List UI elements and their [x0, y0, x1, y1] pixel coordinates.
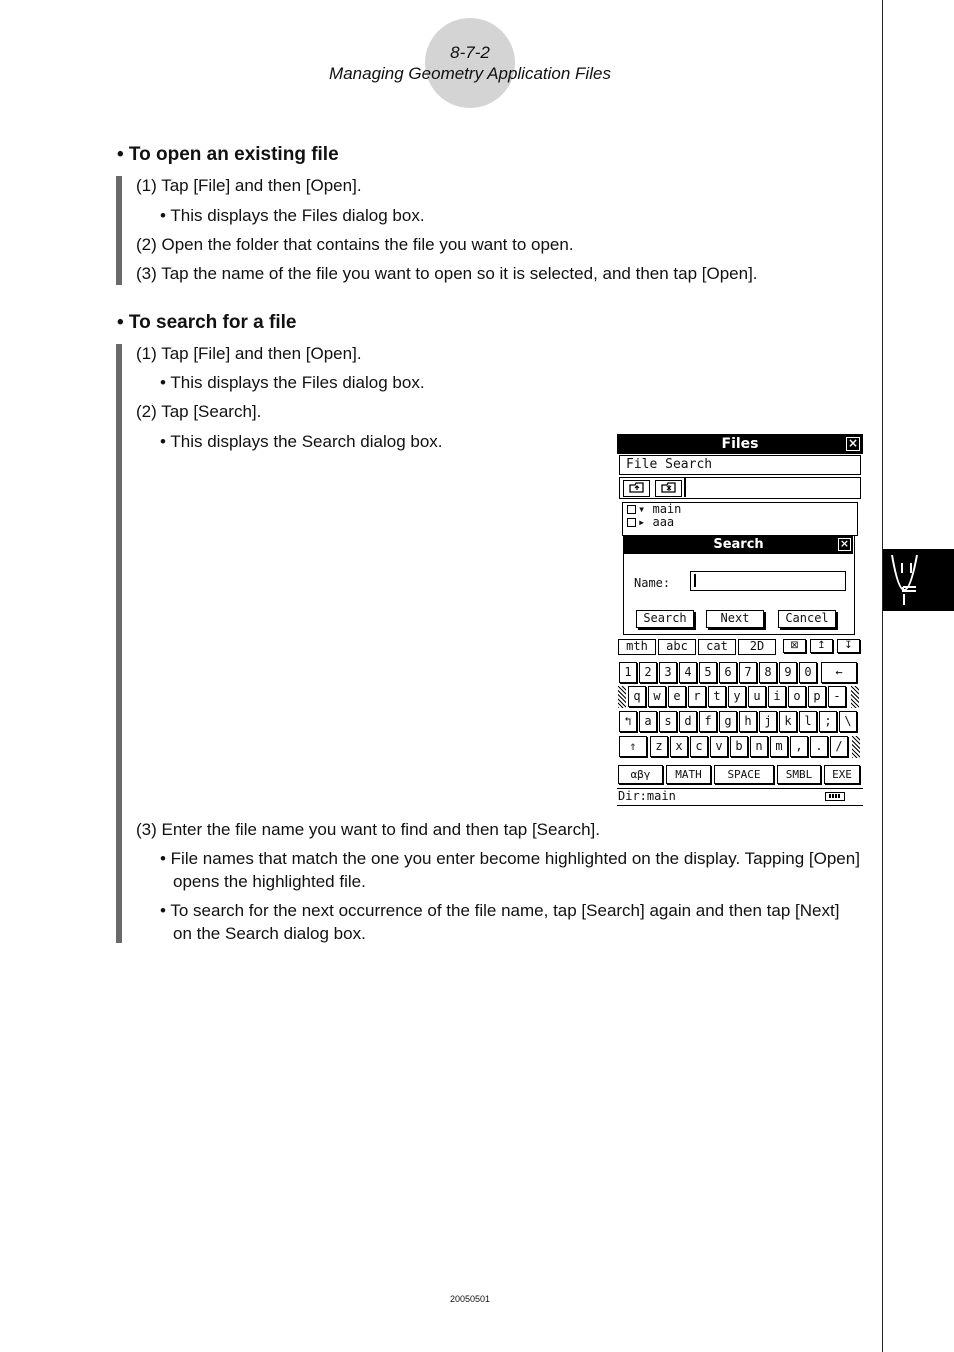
- key-period[interactable]: .: [810, 736, 828, 757]
- folder-list: [622, 502, 858, 536]
- files-title: Files: [721, 436, 759, 452]
- key-5[interactable]: 5: [699, 662, 717, 683]
- calculator-screen: [617, 434, 863, 806]
- key-d[interactable]: d: [679, 711, 697, 732]
- folder-up-icon[interactable]: [623, 480, 650, 497]
- key-slash[interactable]: /: [830, 736, 848, 757]
- keyboard-edge-hatch: [851, 686, 859, 708]
- next-button[interactable]: Next: [706, 610, 764, 628]
- checkbox[interactable]: [627, 505, 636, 514]
- key-o[interactable]: o: [788, 686, 806, 707]
- section-bar: [116, 176, 122, 285]
- key-p[interactable]: p: [808, 686, 826, 707]
- key-3[interactable]: 3: [659, 662, 677, 683]
- folder-arrow-icon: ▾: [638, 502, 646, 516]
- geometry-parabola-icon: [883, 549, 954, 611]
- shift-key-icon[interactable]: ⇑: [619, 736, 647, 757]
- key-7[interactable]: 7: [739, 662, 757, 683]
- backspace-key-icon[interactable]: ←: [821, 662, 857, 683]
- toolbar-divider: [684, 478, 686, 497]
- page-subtitle: Managing Geometry Application Files: [329, 64, 611, 83]
- search-close-icon[interactable]: ×: [839, 537, 850, 550]
- key-z[interactable]: z: [650, 736, 668, 757]
- symbol-key[interactable]: SMBL: [777, 765, 821, 784]
- keyboard-tab-cat[interactable]: cat: [698, 639, 736, 655]
- key-q[interactable]: q: [628, 686, 646, 707]
- key-r[interactable]: r: [688, 686, 706, 707]
- key-cursor-icon[interactable]: ↰: [619, 711, 637, 732]
- space-key[interactable]: SPACE: [714, 765, 774, 784]
- files-menu-bar[interactable]: File Search: [619, 455, 861, 475]
- key-t[interactable]: t: [708, 686, 726, 707]
- key-b[interactable]: b: [730, 736, 748, 757]
- key-minus[interactable]: -: [828, 686, 846, 707]
- key-s[interactable]: s: [659, 711, 677, 732]
- files-title-bar: [617, 434, 863, 454]
- key-u[interactable]: u: [748, 686, 766, 707]
- new-folder-icon[interactable]: [655, 480, 682, 497]
- current-directory: Dir:main: [618, 789, 676, 803]
- step-text: (1) Tap [File] and then [Open].: [136, 344, 362, 363]
- files-toolbar: [619, 477, 861, 499]
- keyboard-tab-2d[interactable]: 2D: [738, 639, 776, 655]
- alpha-key[interactable]: αβγ: [618, 765, 663, 784]
- key-comma[interactable]: ,: [790, 736, 808, 757]
- key-j[interactable]: j: [759, 711, 777, 732]
- math-key[interactable]: MATH: [666, 765, 711, 784]
- search-dialog: [623, 535, 855, 635]
- search-dialog-title-bar: [624, 536, 853, 554]
- keyboard-tab-mth[interactable]: mth: [618, 639, 656, 655]
- section-bar: [116, 344, 122, 943]
- name-input[interactable]: [690, 571, 846, 591]
- margin-rule: [882, 0, 883, 1352]
- folder-row-aaa[interactable]: [627, 516, 674, 529]
- footer-code: 20050501: [449, 1294, 491, 1304]
- name-label: Name:: [634, 576, 671, 590]
- header-circle-decoration: [425, 18, 515, 108]
- bullet-text: • This displays the Files dialog box.: [160, 206, 425, 225]
- key-v[interactable]: v: [710, 736, 728, 757]
- key-9[interactable]: 9: [779, 662, 797, 683]
- key-a[interactable]: a: [639, 711, 657, 732]
- keyboard-edge-hatch: [852, 736, 860, 758]
- key-e[interactable]: e: [668, 686, 686, 707]
- text-caret: [694, 574, 696, 587]
- bullet-text: • This displays the Files dialog box.: [160, 373, 425, 392]
- files-close-icon[interactable]: ×: [847, 436, 859, 450]
- keyboard-scroll-up-icon[interactable]: ↥: [810, 639, 833, 653]
- step-text: (2) Open the folder that contains the file you want to open.: [136, 235, 574, 254]
- key-f[interactable]: f: [699, 711, 717, 732]
- key-backslash[interactable]: \: [839, 711, 857, 732]
- key-6[interactable]: 6: [719, 662, 737, 683]
- keyboard-scroll-down-icon[interactable]: ↧: [837, 639, 860, 653]
- search-dialog-title: Search: [713, 537, 764, 552]
- keyboard-edge-hatch: [618, 686, 626, 708]
- key-1[interactable]: 1: [619, 662, 637, 683]
- key-g[interactable]: g: [719, 711, 737, 732]
- key-y[interactable]: y: [728, 686, 746, 707]
- step-text: (2) Tap [Search].: [136, 402, 262, 421]
- key-l[interactable]: l: [799, 711, 817, 732]
- keyboard-close-icon[interactable]: ⊠: [783, 639, 806, 653]
- exe-key[interactable]: EXE: [824, 765, 860, 784]
- key-2[interactable]: 2: [639, 662, 657, 683]
- bullet-text: • To search for the next occurrence of the file name, tap [Search] again and then tap [Next] on the Search dialog box.: [160, 901, 840, 943]
- key-k[interactable]: k: [779, 711, 797, 732]
- folder-arrow-icon: ▸: [638, 515, 646, 529]
- page-number: 8-7-2: [450, 43, 490, 62]
- key-x[interactable]: x: [670, 736, 688, 757]
- step-text: (1) Tap [File] and then [Open].: [136, 176, 362, 195]
- battery-icon: [825, 792, 845, 801]
- key-semicolon[interactable]: ;: [819, 711, 837, 732]
- section-title-search-file: • To search for a file: [117, 312, 297, 333]
- search-button[interactable]: Search: [636, 610, 694, 628]
- key-c[interactable]: c: [690, 736, 708, 757]
- checkbox[interactable]: [627, 518, 636, 527]
- chapter-tab: [883, 549, 954, 611]
- key-m[interactable]: m: [770, 736, 788, 757]
- key-w[interactable]: w: [648, 686, 666, 707]
- section-title-open-file: • To open an existing file: [117, 144, 339, 165]
- bullet-text: • File names that match the one you enter become highlighted on the display. Tapping [Open] opens the highlighted file.: [160, 849, 860, 891]
- step-text: (3) Tap the name of the file you want to open so it is selected, and then tap [Open].: [136, 264, 758, 283]
- keyboard-tab-abc[interactable]: abc: [658, 639, 696, 655]
- status-bar: [617, 788, 863, 806]
- key-n[interactable]: n: [750, 736, 768, 757]
- key-4[interactable]: 4: [679, 662, 697, 683]
- bullet-text: • This displays the Search dialog box.: [160, 432, 443, 451]
- key-i[interactable]: i: [768, 686, 786, 707]
- folder-name: main: [652, 502, 682, 516]
- key-h[interactable]: h: [739, 711, 757, 732]
- folder-name: aaa: [652, 515, 675, 529]
- step-text: (3) Enter the file name you want to find and then tap [Search].: [136, 820, 600, 839]
- cancel-button[interactable]: Cancel: [778, 610, 836, 628]
- key-8[interactable]: 8: [759, 662, 777, 683]
- key-0[interactable]: 0: [799, 662, 817, 683]
